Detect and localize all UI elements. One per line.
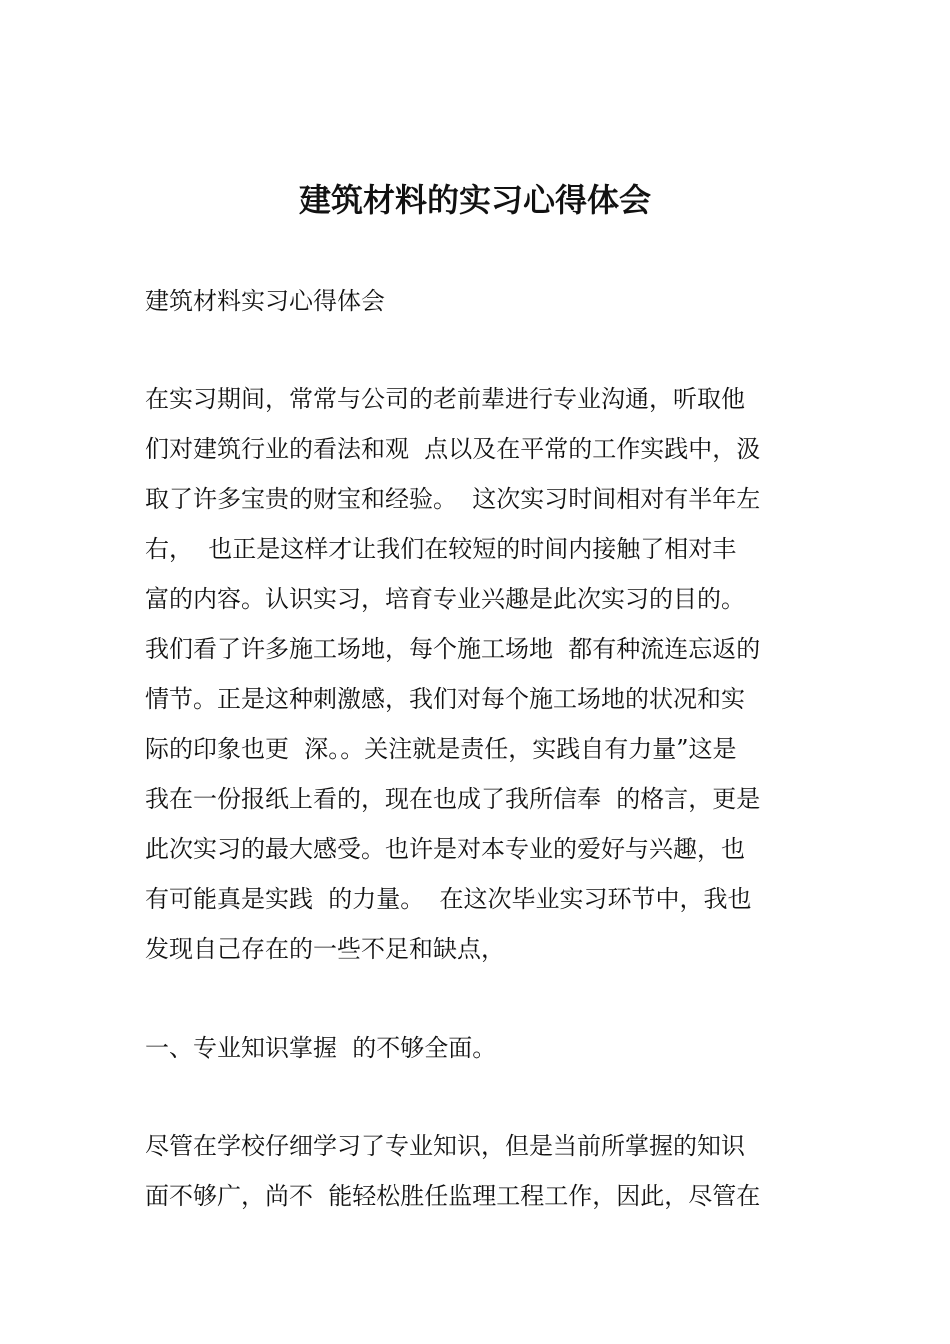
- subtitle-line: 建筑材料实习心得体会: [145, 287, 385, 315]
- paragraph-line: 富的内容。认识实习，培育专业兴趣是此次实习的目的。: [145, 585, 745, 613]
- paragraph-line: 在实习期间，常常与公司的老前辈进行专业沟通，听取他: [145, 385, 745, 413]
- paragraph-line: 我们看了许多施工场地，每个施工场地 都有种流连忘返的: [145, 635, 761, 663]
- paragraph-line: 们对建筑行业的看法和观 点以及在平常的工作实践中，汲: [145, 435, 761, 463]
- section-heading-1: [145, 1023, 815, 1073]
- paragraph-line: 取了许多宝贵的财宝和经验。 这次实习时间相对有半年左: [145, 485, 761, 513]
- paragraph-line: 我在一份报纸上看的，现在也成了我所信奉 的格言，更是: [145, 785, 761, 813]
- paragraph-line: 此次实习的最大感受。也许是对本专业的爱好与兴趣，也: [145, 835, 745, 863]
- paragraph-line: 际的印象也更 深。。关注就是责任，实践自有力量”这是: [145, 735, 737, 763]
- paragraph-line: 情节。正是这种刺激感，我们对每个施工场地的状况和实: [145, 685, 745, 713]
- paragraph-1: [145, 374, 815, 974]
- section-heading-line: 一、专业知识掌握 的不够全面。: [145, 1034, 497, 1062]
- paragraph-line: 有可能真是实践 的力量。 在这次毕业实习环节中，我也: [145, 885, 752, 913]
- paragraph-line: 尽管在学校仔细学习了专业知识，但是当前所掌握的知识: [145, 1132, 745, 1160]
- document-title: 建筑材料的实习心得体会: [298, 181, 651, 219]
- document-subtitle: [145, 276, 815, 326]
- paragraph-line: 右， 也正是这样才让我们在较短的时间内接触了相对丰: [145, 535, 737, 563]
- paragraph-2: [145, 1121, 815, 1221]
- paragraph-line: 面不够广，尚不 能轻松胜任监理工程工作，因此，尽管在: [145, 1182, 761, 1210]
- paragraph-line: 发现自己存在的一些不足和缺点，: [145, 935, 505, 963]
